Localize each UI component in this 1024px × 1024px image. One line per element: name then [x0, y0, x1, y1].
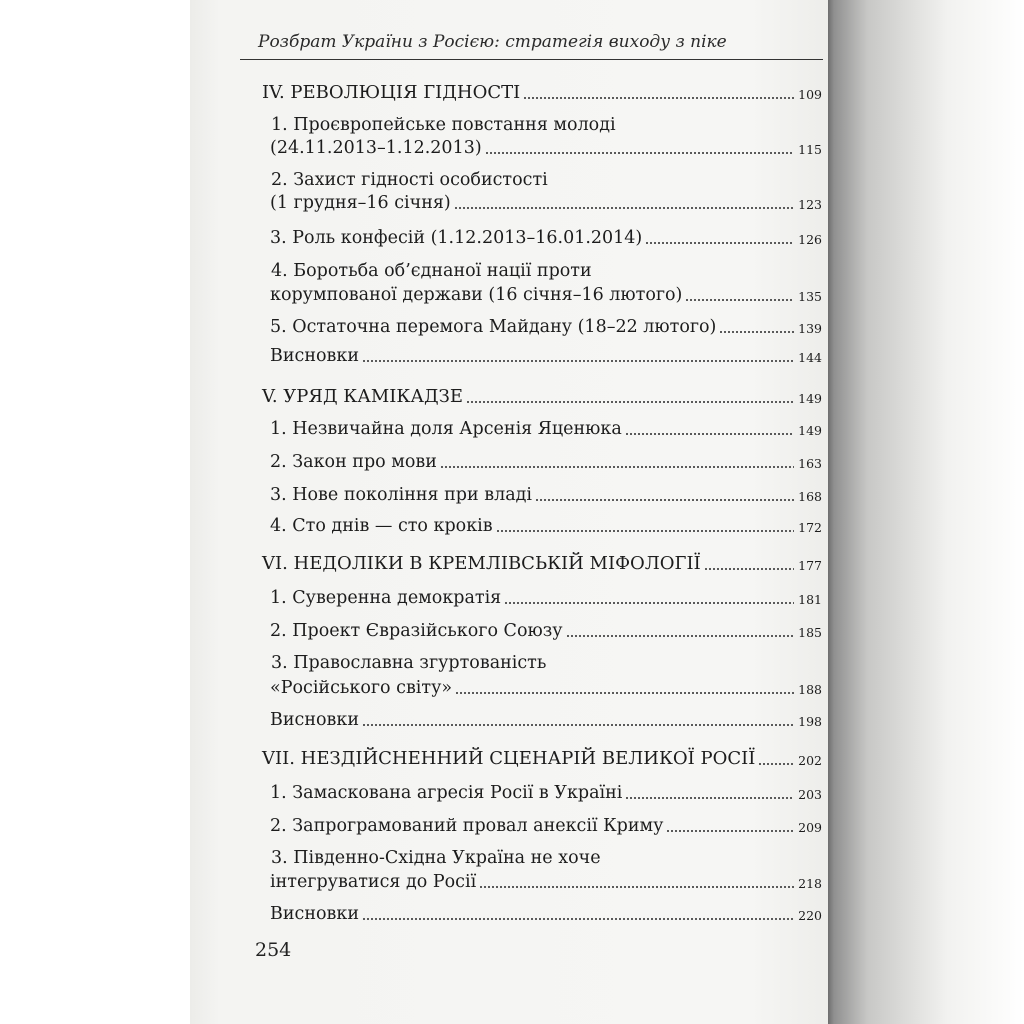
running-head: Розбрат України з Росією: стратегія виходу з піке [258, 32, 727, 52]
dot-leader [467, 401, 794, 403]
toc-item-label: 3. Православна згуртованість [271, 653, 547, 673]
dot-leader [497, 530, 794, 532]
toc-item[interactable]: (1 грудня–16 січня) 123 [270, 193, 822, 213]
page-ref: 198 [798, 714, 822, 729]
toc-item[interactable]: інтегруватися до Росії 218 [270, 872, 822, 892]
toc-item[interactable]: 1. Незвичайна доля Арсенія Яценюка 149 [270, 419, 822, 439]
dot-leader [536, 499, 794, 501]
page-ref: 185 [798, 625, 822, 640]
toc-item[interactable]: 3. Роль конфесій (1.12.2013–16.01.2014) 126 [270, 228, 822, 248]
toc-chapter-vii[interactable]: VII. НЕЗДІЙСНЕННИЙ СЦЕНАРІЙ ВЕЛИКОЇ РОСІЇ 202 [262, 748, 822, 769]
dot-leader [456, 692, 794, 694]
page-ref: 109 [798, 87, 822, 102]
page-ref: 203 [798, 787, 822, 802]
page-ref: 123 [798, 197, 822, 212]
page-ref: 126 [798, 232, 822, 247]
dot-leader [363, 360, 794, 362]
dot-leader [646, 242, 794, 244]
dot-leader [626, 797, 794, 799]
toc-item[interactable]: 2. Проект Євразійського Союзу 185 [270, 621, 822, 641]
dot-leader [363, 724, 794, 726]
toc-item[interactable]: 4. Сто днів — сто кроків 172 [270, 516, 822, 536]
page-ref: 144 [798, 350, 822, 365]
dot-leader [705, 568, 794, 570]
toc-item[interactable]: 1. Суверенна демократія 181 [270, 588, 822, 608]
page-ref: 135 [798, 289, 822, 304]
toc-item[interactable]: Висновки 144 [270, 346, 822, 366]
toc-item[interactable]: 2. Закон про мови 163 [270, 452, 822, 472]
page-ref: 202 [798, 753, 822, 768]
dot-leader [455, 207, 794, 209]
toc-item[interactable]: (24.11.2013–1.12.2013) 115 [270, 138, 822, 158]
toc-item[interactable]: Висновки 198 [270, 710, 822, 730]
dot-leader [480, 886, 794, 888]
dot-leader [524, 97, 794, 99]
page-ref: 163 [798, 456, 822, 471]
page-ref: 220 [798, 908, 822, 923]
page-ref: 188 [798, 682, 822, 697]
dot-leader [686, 299, 794, 301]
toc-chapter-iv[interactable]: IV. РЕВОЛЮЦІЯ ГІДНОСТІ 109 [262, 82, 822, 103]
toc-item[interactable]: 1. Замаскована агресія Росії в Україні 203 [270, 783, 822, 803]
dot-leader [626, 433, 794, 435]
toc-chapter-vi[interactable]: VI. НЕДОЛІКИ В КРЕМЛІВСЬКІЙ МІФОЛОГІЇ 177 [262, 553, 822, 574]
page-ref: 149 [798, 423, 822, 438]
toc-item[interactable]: 5. Остаточна перемога Майдану (18–22 лютого) 139 [270, 317, 822, 337]
toc-item[interactable]: Висновки 220 [270, 904, 822, 924]
page-ref: 115 [798, 142, 822, 157]
dot-leader [667, 830, 794, 832]
toc-item-label: 4. Боротьба об’єднаної нації проти [271, 261, 592, 281]
page-ref: 177 [798, 558, 822, 573]
page-ref: 149 [798, 391, 822, 406]
toc-item[interactable]: корумпованої держави (16 січня–16 лютого) 135 [270, 285, 822, 305]
page-ref: 181 [798, 592, 822, 607]
toc-item-label: 2. Захист гідності особистості [271, 170, 548, 190]
dot-leader [567, 635, 794, 637]
dot-leader [720, 331, 794, 333]
page-ref: 139 [798, 321, 822, 336]
dot-leader [486, 152, 794, 154]
dot-leader [363, 918, 794, 920]
dot-leader [505, 602, 794, 604]
toc-item-label: 1. Проєвропейське повстання молоді [271, 115, 616, 135]
toc-item[interactable]: 3. Нове покоління при владі 168 [270, 485, 822, 505]
toc-chapter-v[interactable]: V. УРЯД КАМІКАДЗЕ 149 [262, 386, 822, 407]
page-number: 254 [255, 939, 292, 961]
dot-leader [441, 466, 794, 468]
page-ref: 218 [798, 876, 822, 891]
page-ref: 172 [798, 520, 822, 535]
page-ref: 209 [798, 820, 822, 835]
toc-item-label: 3. Південно-Східна Україна не хоче [271, 848, 601, 868]
dot-leader [759, 763, 794, 765]
toc-item[interactable]: 2. Запрограмований провал анексії Криму 209 [270, 816, 822, 836]
toc-item[interactable]: «Російського світу» 188 [270, 678, 822, 698]
page-ref: 168 [798, 489, 822, 504]
